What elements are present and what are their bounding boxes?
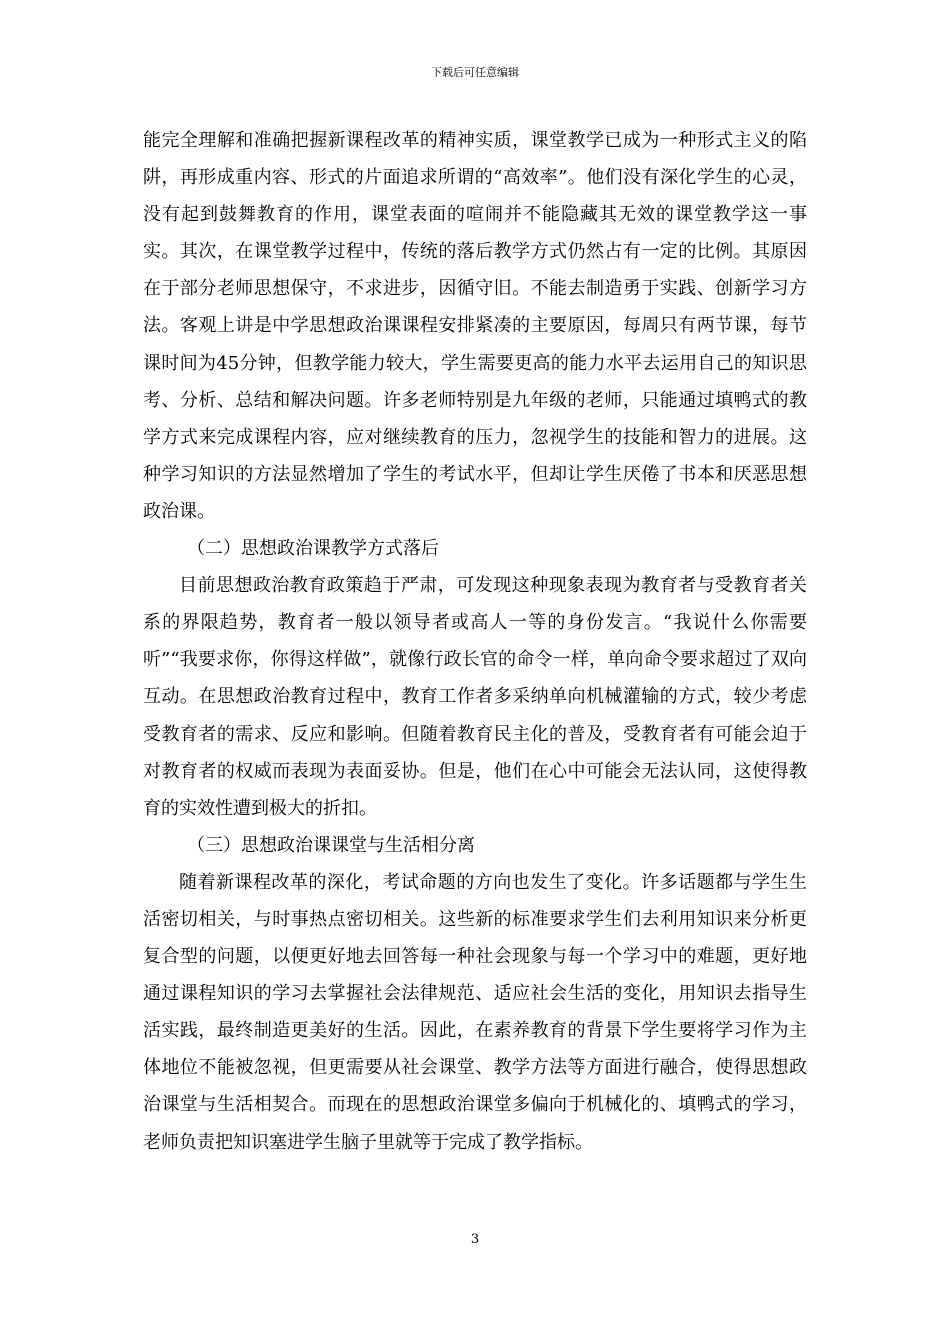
paragraph-teaching-methods: 目前思想政治教育政策趋于严肃，可发现这种现象表现为教育者与受教育者关系的界限趋势，教育者一般以领导者或高人一等的身份发言。“我说什么你需要听”“我要求你，你得这样做”，就像行政长官的命令一样，单向命令要求超过了双向互动。在思想政治教育过程中，教育工作者多采纳单向机械灌输的方式，较少考虑受教育者的需求、反应和影响。但随着教育民主化的普及，受教育者有可能会迫于对教育者的权威而表现为表面妥协。但是，他们在心中可能会无法认同，这使得教育的实效性遭到极大的折扣。 <box>143 575 807 819</box>
paragraph-classroom-life: 随着新课程改革的深化，考试命题的方向也发生了变化。许多话题都与学生生活密切相关，与时事热点密切相关。这些新的标准要求学生们去利用知识来分析更复合型的问题，以便更好地去回答每一种社会现象与每一个学习中的难题，更好地通过课程知识的学习去掌握社会法律规范、适应社会生活的变化，用知识去指导生活实践，最终制造更美好的生活。因此，在素养教育的背景下学生要将学习作为主体地位不能被忽视，但更需要从社会课堂、教学方法等方面进行融合，使得思想政治课堂与生活相契合。而现在的思想政治课堂多偏向于机械化的、填鸭式的学习，老师负责把知识塞进学生脑子里就等于完成了教学指标。 <box>143 871 807 1153</box>
section-heading-2: （二）思想政治课教学方式落后 <box>187 538 439 560</box>
paragraph-continuation: 能完全理解和准确把握新课程改革的精神实质，课堂教学已成为一种形式主义的陷阱，再形成重内容、形式的片面追求所谓的“高效率”。他们没有深化学生的心灵，没有起到鼓舞教育的作用，课堂表面的喧闹并不能隐藏其无效的课堂教学这一事实。其次，在课堂教学过程中，传统的落后教学方式仍然占有一定的比例。其原因在于部分老师思想保守，不求进步，因循守旧。不能去制造勇于实践、创新学习方法。客观上讲是中学思想政治课课程安排紧凑的主要原因，每周只有两节课，每节课时间为45分钟，但教学能力较大，学生需要更高的能力水平去运用自己的知识思考、分析、总结和解决问题。许多老师特别是九年级的老师，只能通过填鸭式的教学方式来完成课程内容，应对继续教育的压力，忽视学生的技能和智力的进展。这种学习知识的方法显然增加了学生的考试水平，但却让学生厌倦了书本和厌恶思想政治课。 <box>143 130 807 522</box>
document-body <box>143 122 807 1161</box>
section-heading-3: （三）思想政治课课堂与生活相分离 <box>187 834 475 856</box>
page-number: 3 <box>470 1232 480 1247</box>
page-header: 下载后可任意编辑 <box>431 66 519 79</box>
